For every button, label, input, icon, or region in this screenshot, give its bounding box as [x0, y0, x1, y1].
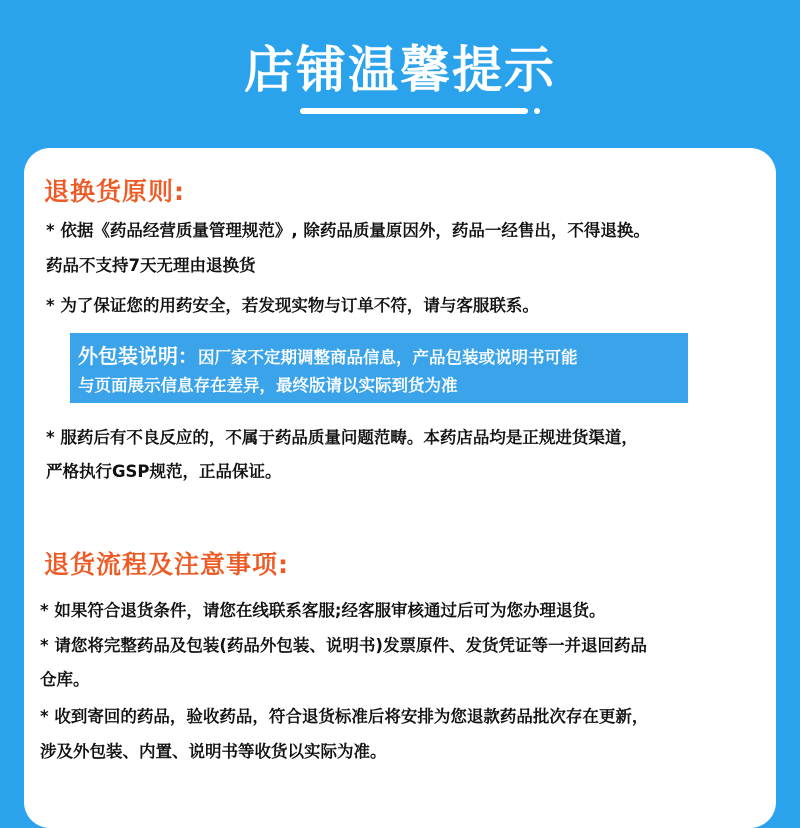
process-line-4: * 收到寄回的药品，验收药品，符合退货标准后将安排为您退款药品批次存在更新，: [40, 707, 649, 726]
title-underline: [300, 108, 528, 114]
process-line-3: 仓库。: [40, 670, 90, 689]
packaging-notice-text-2: 与页面展示信息存在差异，最终版请以实际到货为准: [78, 376, 458, 395]
principle-line-3: * 为了保证您的用药安全，若发现实物与订单不符，请与客服联系。: [46, 296, 539, 315]
process-line-1: * 如果符合退货条件，请您在线联系客服;经客服审核通过后可为您办理退货。: [40, 601, 606, 620]
packaging-notice-line-1: [78, 340, 578, 369]
return-process-heading: 退货流程及注意事项:: [44, 550, 289, 579]
title-dot: [534, 108, 540, 114]
reaction-line-2: 严格执行GSP规范，正品保证。: [46, 462, 282, 481]
title-area: [0, 34, 800, 106]
packaging-notice-label: 外包装说明：: [78, 344, 198, 368]
page-title: 店铺温馨提示: [244, 41, 556, 99]
packaging-notice-text-1: 因厂家不定期调整商品信息，产品包装或说明书可能: [198, 348, 578, 367]
return-principles-heading: 退换货原则:: [44, 177, 185, 206]
principle-line-2: 药品不支持7天无理由退换货: [46, 256, 256, 275]
process-line-2: * 请您将完整药品及包装(药品外包装、说明书)发票原件、发货凭证等一并退回药品: [40, 636, 647, 655]
process-line-5: 涉及外包装、内置、说明书等收货以实际为准。: [40, 742, 387, 761]
reaction-line-1: * 服药后有不良反应的，不属于药品质量问题范畴。本药店品均是正规进货渠道，: [46, 428, 638, 447]
principle-line-1: * 依据《药品经营质量管理规范》, 除药品质量原因外，药品一经售出，不得退换。: [46, 221, 650, 240]
